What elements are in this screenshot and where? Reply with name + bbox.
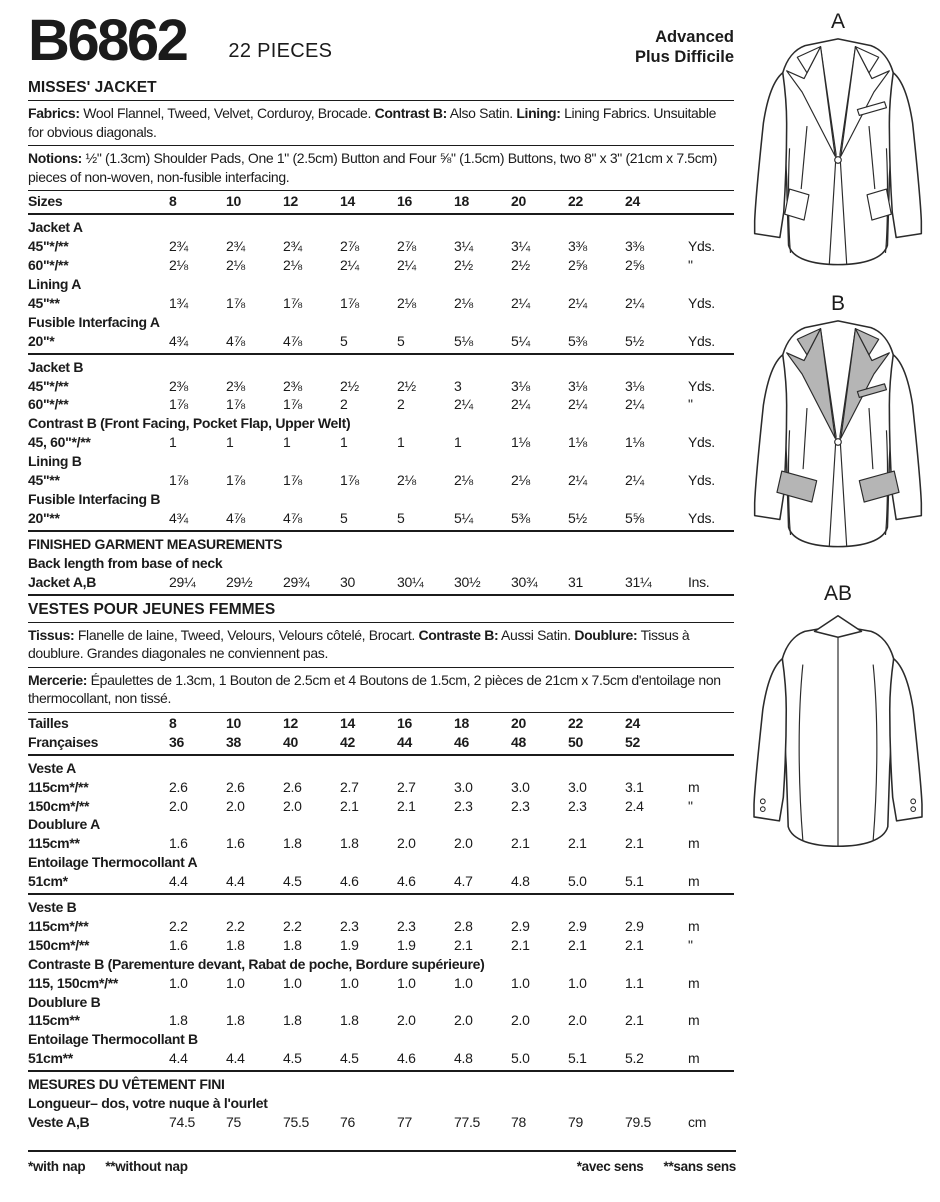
table-row: 150cm*/** 2.0 2.0 2.0 2.1 2.1 2.3 2.3 2.3 2.4 " [28, 797, 693, 814]
table-row: 60"*/** 1⅞ 1⅞ 1⅞ 2 2 2¼ 2¼ 2¼ 2¼ " [28, 396, 693, 413]
jacket-a-front-illustration [742, 34, 934, 284]
tissus-paragraph: Tissus: Flanelle de laine, Tweed, Velours, Velours côtelé, Brocart. Contraste B: Aussi Satin. Doublure: Tissus à doublure. Grandes diagonales ne conviennent pas. [28, 623, 734, 668]
main-content-column [28, 8, 734, 1132]
table-row: 45"** 1¾ 1⅞ 1⅞ 1⅞ 2⅛ 2⅛ 2¼ 2¼ 2¼ Yds. [28, 294, 715, 311]
fabrics-paragraph: Fabrics: Wool Flannel, Tweed, Velvet, Corduroy, Brocade. Contrast B: Also Satin. Lining: Lining Fabrics. Unsuitable for obvious diagonals. [28, 101, 734, 146]
note-avec-sens: *avec sens [576, 1159, 644, 1174]
table-row: 115, 150cm*/** 1.0 1.0 1.0 1.0 1.0 1.0 1.0 1.0 1.1 m [28, 974, 700, 991]
nap-notes-footer [28, 1150, 736, 1174]
illustration-column [740, 10, 936, 856]
table-row: 45, 60"*/** 1 1 1 1 1 1 1⅛ 1⅛ 1⅛ Yds. [28, 434, 715, 451]
table-row: Sizes 8 10 12 14 16 18 20 22 24 [28, 192, 734, 215]
table-row: Françaises 36 38 40 42 44 46 48 50 52 [28, 733, 734, 756]
table-section-heading: Veste B [28, 899, 77, 916]
note-sans-sens: **sans sens [663, 1159, 736, 1174]
table-section-heading: Lining A [28, 276, 82, 292]
table-section-heading: Doublure B [28, 993, 101, 1010]
table-section-heading: FINISHED GARMENT MEASUREMENTS [28, 535, 283, 552]
difficulty-english: Advanced [655, 28, 734, 46]
jacket-b-front-illustration [742, 316, 934, 566]
table-row: 115cm** 1.6 1.6 1.8 1.8 2.0 2.0 2.1 2.1 2.1 m [28, 835, 700, 852]
table-section-heading: Veste A [28, 759, 76, 776]
yardage-table-french [28, 713, 734, 1132]
table-row: 51cm* 4.4 4.4 4.5 4.6 4.6 4.7 4.8 5.0 5.1 m [28, 872, 734, 895]
table-row: 150cm*/** 1.6 1.8 1.8 1.9 1.9 2.1 2.1 2.1 2.1 " [28, 936, 693, 953]
table-section-heading: Contraste B (Parementure devant, Rabat de poche, Bordure supérieure) [28, 955, 485, 972]
table-section-heading: Back length from base of neck [28, 554, 223, 571]
table-row: 60"*/** 2⅛ 2⅛ 2⅛ 2¼ 2¼ 2½ 2½ 2⅝ 2⅝ " [28, 257, 693, 274]
table-section-heading: Doublure A [28, 816, 100, 833]
difficulty-french: Plus Difficile [634, 47, 734, 66]
table-section-heading: Entoilage Thermocollant A [28, 854, 198, 871]
figure-view-b [740, 292, 936, 566]
notions-paragraph: Notions: ½" (1.3cm) Shoulder Pads, One 1" (2.5cm) Button and Four ⅝" (1.5cm) Buttons, two 8" x 3" (21cm x 7.5cm) pieces of non-woven, non-fusible interfacing. [28, 146, 734, 191]
table-section-heading: Longueur– dos, votre nuque à l'ourlet [28, 1095, 268, 1112]
table-row: Veste A,B 74.5 75 75.5 76 77 77.5 78 79 79.5 cm [28, 1114, 707, 1130]
note-without-nap: **without nap [105, 1159, 188, 1174]
masthead [28, 8, 734, 73]
table-section-heading: Lining B [28, 453, 82, 470]
table-section-heading: MESURES DU VÊTEMENT FINI [28, 1076, 225, 1093]
table-row: 115cm** 1.8 1.8 1.8 1.8 2.0 2.0 2.0 2.0 2.1 m [28, 1012, 700, 1029]
table-row: 45"*/** 2¾ 2¾ 2¾ 2⅞ 2⅞ 3¼ 3¼ 3⅜ 3⅜ Yds. [28, 238, 715, 255]
nap-notes-french [577, 1159, 736, 1174]
view-a-label: A [830, 10, 845, 33]
table-section-heading: Jacket B [28, 358, 84, 375]
table-section-heading: Contrast B (Front Facing, Pocket Flap, Upper Welt) [28, 415, 351, 432]
view-b-label: B [830, 292, 845, 315]
table-row: 45"** 1⅞ 1⅞ 1⅞ 1⅞ 2⅛ 2⅛ 2⅛ 2¼ 2¼ Yds. [28, 472, 715, 489]
table-section-heading: Fusible Interfacing B [28, 490, 161, 507]
table-section-heading: Fusible Interfacing A [28, 313, 160, 330]
note-with-nap: *with nap [28, 1159, 86, 1174]
jacket-ab-back-illustration [742, 606, 934, 856]
difficulty-rating [635, 28, 734, 67]
table-row: 20"* 4¾ 4⅞ 4⅞ 5 5 5⅛ 5¼ 5⅜ 5½ Yds. [28, 332, 734, 355]
yardage-table-english [28, 191, 734, 595]
pattern-number: B6862 [28, 8, 187, 73]
table-row: Jacket A,B 29¼ 29½ 29¾ 30 30¼ 30½ 30¾ 31 31¼ Ins. [28, 573, 734, 596]
table-row: 51cm** 4.4 4.4 4.5 4.5 4.6 4.8 5.0 5.1 5.2 m [28, 1049, 734, 1072]
table-section-heading: Entoilage Thermocollant B [28, 1031, 198, 1048]
view-ab-label: AB [823, 582, 852, 605]
figure-view-a [740, 10, 936, 284]
table-row: 20"** 4¾ 4⅞ 4⅞ 5 5 5¼ 5⅜ 5½ 5⅝ Yds. [28, 509, 734, 532]
table-row: 115cm*/** 2.6 2.6 2.6 2.7 2.7 3.0 3.0 3.0 3.1 m [28, 778, 700, 795]
table-row: Tailles 8 10 12 14 16 18 20 22 24 [28, 714, 640, 731]
mercerie-paragraph: Mercerie: Épaulettes de 1.3cm, 1 Bouton de 2.5cm et 4 Boutons de 1.5cm, 2 pièces de 21cm x 7.5cm d'entoilage non thermocollant, non tissé. [28, 668, 734, 713]
table-section-heading: Jacket A [28, 219, 83, 236]
table-row: 45"*/** 2⅜ 2⅜ 2⅜ 2½ 2½ 3 3⅛ 3⅛ 3⅛ Yds. [28, 377, 715, 394]
garment-title-english: MISSES' JACKET [28, 79, 734, 101]
figure-view-ab [740, 582, 936, 856]
nap-notes-english [28, 1159, 188, 1174]
garment-title-french: VESTES POUR JEUNES FEMMES [28, 599, 734, 623]
table-row: 115cm*/** 2.2 2.2 2.2 2.3 2.3 2.8 2.9 2.9 2.9 m [28, 917, 700, 934]
pieces-count: 22 PIECES [228, 40, 333, 62]
